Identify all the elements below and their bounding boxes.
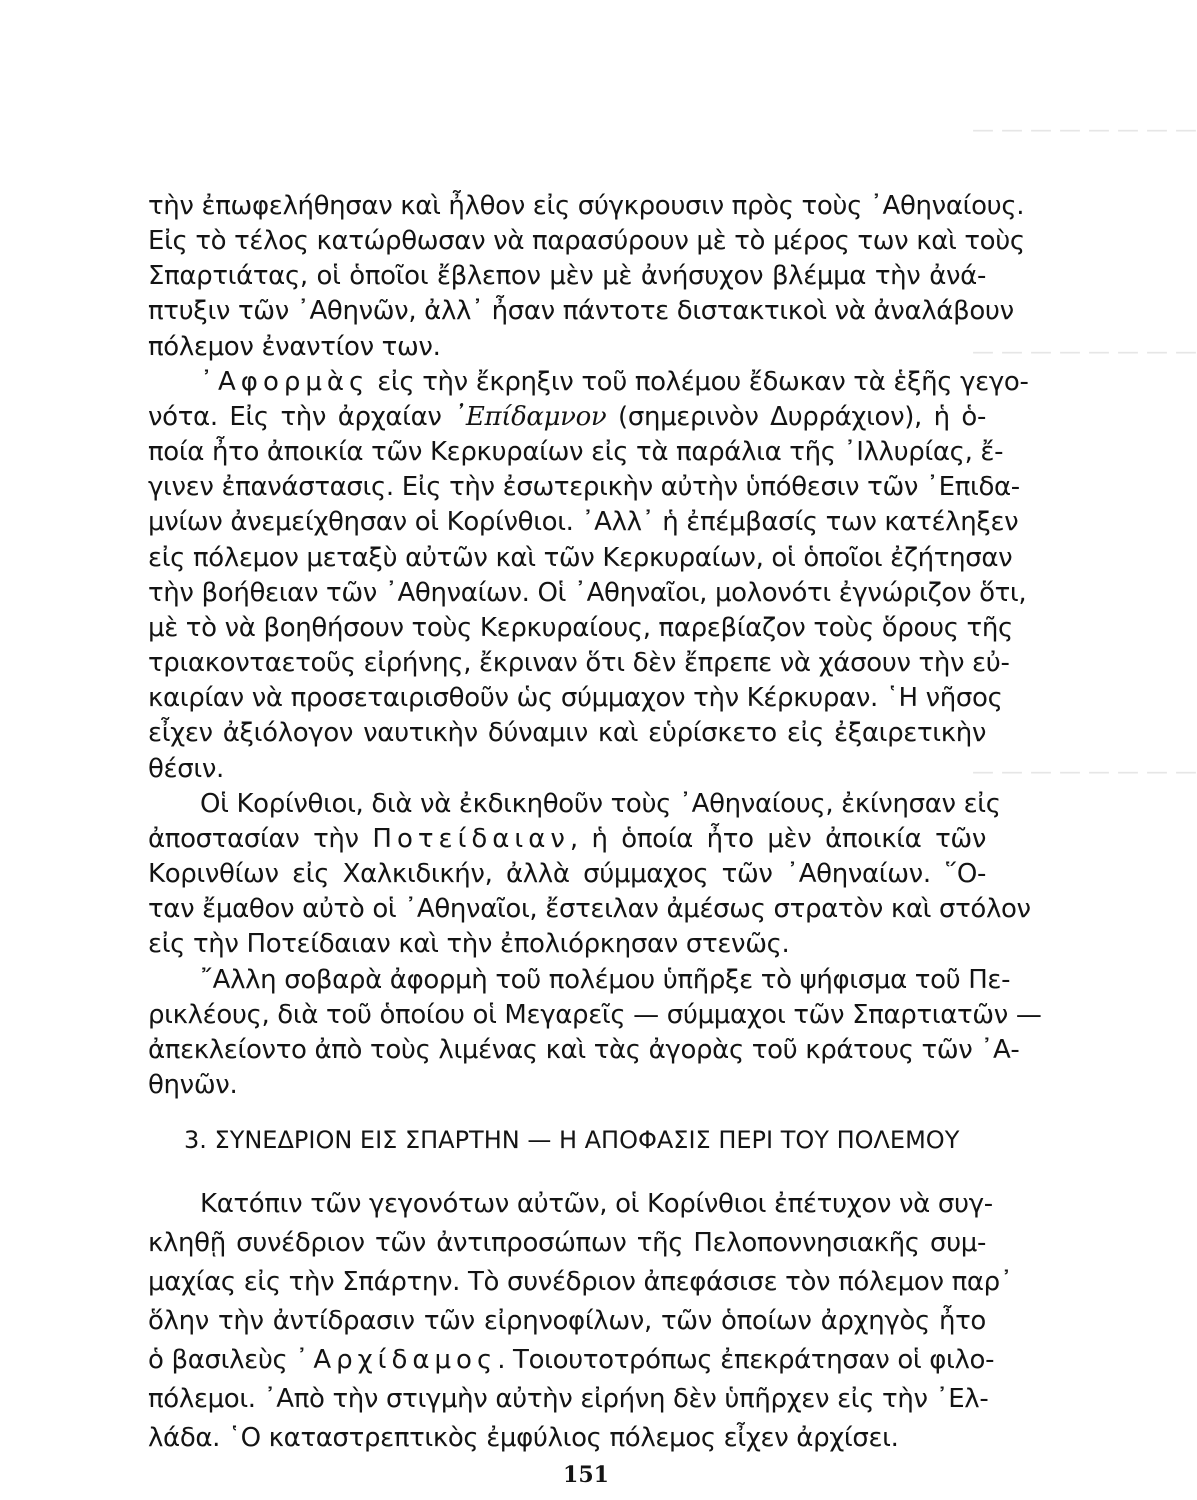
text-line: μνίων ἀνεμείχθησαν οἱ Κορίνθιοι. ᾿Αλλ᾿ ἡ ἐπέμβασίς των κατέληξεν xyxy=(148,507,1019,537)
text-span: (σημερινὸν Δυρράχιον), ἡ ὁ- xyxy=(606,402,986,432)
text-line: Οἱ Κορίνθιοι, διὰ νὰ ἐκδικηθοῦν τοὺς ᾿Αθηναίους, ἐκίνησαν εἰς xyxy=(200,789,1001,819)
text-span: ὁ βασιλεὺς xyxy=(148,1345,296,1375)
text-line: πτυξιν τῶν ᾿Αθηνῶν, ἀλλ᾿ ἦσαν πάντοτε διστακτικοὶ νὰ ἀναλάβουν xyxy=(148,296,1014,326)
text-line: μαχίας εἰς τὴν Σπάρτην. Τὸ συνέδριον ἀπεφάσισε τὸν πόλεμον παρ᾿ xyxy=(148,1267,1013,1297)
text-span: , ἡ ὁποία ἦτο μὲν ἀποικία τῶν xyxy=(569,824,987,854)
spaced-term-archidamos: ᾿Αρχίδαμος xyxy=(295,1345,498,1375)
text-line: θηνῶν. xyxy=(148,1070,238,1100)
text-line: ρικλέους, διὰ τοῦ ὁποίου οἱ Μεγαρεῖς — σύμμαχοι τῶν Σπαρτιατῶν — xyxy=(148,1000,1042,1030)
text-line: τριακονταετοῦς εἰρήνης, ἔκριναν ὅτι δὲν ἔπρεπε νὰ χάσουν τὴν εὐ- xyxy=(148,648,1010,678)
text-line: Εἰς τὸ τέλος κατώρθωσαν νὰ παρασύρουν μὲ τὸ μέρος των καὶ τοὺς xyxy=(148,226,1025,256)
show-through-marks: — — — — — — — — xyxy=(972,118,1197,143)
text-span: . Τοιουτοτρόπως ἐπεκράτησαν οἱ φιλο- xyxy=(497,1345,995,1375)
text-line: κληθῇ συνέδριον τῶν ἀντιπροσώπων τῆς Πελοποννησιακῆς συμ- xyxy=(148,1228,986,1258)
text-line: ταν ἔμαθον αὐτὸ οἱ ᾿Αθηναῖοι, ἔστειλαν ἀμέσως στρατὸν καὶ στόλον xyxy=(148,894,1031,924)
text-line: εἰς τὴν Ποτείδαιαν καὶ τὴν ἐπολιόρκησαν στενῶς. xyxy=(148,929,790,959)
text-line: καιρίαν νὰ προσεταιρισθοῦν ὡς σύμμαχον τὴν Κέρκυραν. ῾Η νῆσος xyxy=(148,683,1003,713)
text-span: νότα. Εἰς τὴν ἀρχαίαν xyxy=(148,402,454,432)
text-line: εἰς πόλεμον μεταξὺ αὐτῶν καὶ τῶν Κερκυραίων, οἱ ὁποῖοι ἐζήτησαν xyxy=(148,543,1013,573)
text-line: Κατόπιν τῶν γεγονότων αὐτῶν, οἱ Κορίνθιοι ἐπέτυχον νὰ συγ- xyxy=(200,1189,993,1219)
text-line: εἶχεν ἀξιόλογον ναυτικὴν δύναμιν καὶ εὑρίσκετο εἰς ἐξαιρετικὴν xyxy=(148,718,986,748)
text-line xyxy=(148,1343,995,1377)
show-through-marks: — — — — — — — — xyxy=(972,760,1197,785)
spaced-term-poteidaian: Ποτείδαιαν xyxy=(372,824,570,854)
text-line xyxy=(148,400,986,434)
text-line: Σπαρτιάτας, οἱ ὁποῖοι ἔβλεπον μὲν μὲ ἀνήσυχον βλέμμα τὴν ἀνά- xyxy=(148,261,986,291)
text-line: γινεν ἐπανάστασις. Εἰς τὴν ἐσωτερικὴν αὐτὴν ὑπόθεσιν τῶν ᾿Επιδα- xyxy=(148,472,1020,502)
text-line: λάδα. ῾Ο καταστρεπτικὸς ἐμφύλιος πόλεμος εἶχεν ἀρχίσει. xyxy=(148,1423,899,1453)
page-number: 151 xyxy=(563,1462,609,1488)
text-line: μὲ τὸ νὰ βοηθήσουν τοὺς Κερκυραίους, παρεβίαζον τοὺς ὅρους τῆς xyxy=(148,613,1013,643)
text-span: εἰς τὴν ἔκρηξιν τοῦ πολέμου ἔδωκαν τὰ ἑξῆς γεγο- xyxy=(369,367,1029,397)
text-line: Κορινθίων εἰς Χαλκιδικήν, ἀλλὰ σύμμαχος τῶν ᾿Αθηναίων. ῞Ο- xyxy=(148,859,986,889)
section-heading: 3. ΣΥΝΕΔΡΙΟΝ ΕΙΣ ΣΠΑΡΤΗΝ — Η ΑΠΟΦΑΣΙΣ ΠΕΡΙ ΤΟΥ ΠΟΛΕΜΟΥ xyxy=(184,1126,960,1154)
text-line: ὅλην τὴν ἀντίδρασιν τῶν εἰρηνοφίλων, τῶν ὁποίων ἀρχηγὸς ἦτο xyxy=(148,1306,986,1336)
text-line: τὴν ἐπωφελήθησαν καὶ ἦλθον εἰς σύγκρουσιν πρὸς τοὺς ᾿Αθηναίους. xyxy=(148,191,1025,221)
text-line xyxy=(200,365,1029,399)
text-line: ἀπεκλείοντο ἀπὸ τοὺς λιμένας καὶ τὰς ἀγορὰς τοῦ κράτους τῶν ᾿Α- xyxy=(148,1035,1020,1065)
show-through-marks: — — — — — — — — xyxy=(972,340,1197,365)
text-line: τὴν βοήθειαν τῶν ᾿Αθηναίων. Οἱ ᾿Αθηναῖοι, μολονότι ἐγνώριζον ὅτι, xyxy=(148,578,1027,608)
text-line xyxy=(148,822,986,856)
text-line: πόλεμοι. ᾿Απὸ τὴν στιγμὴν αὐτὴν εἰρήνη δὲν ὑπῆρχεν εἰς τὴν ᾿Ελ- xyxy=(148,1384,989,1414)
spaced-term-aformas: ᾿Αφορμὰς xyxy=(200,367,370,397)
text-line: ποία ἦτο ἀποικία τῶν Κερκυραίων εἰς τὰ παράλια τῆς ᾿Ιλλυρίας, ἔ- xyxy=(148,437,1004,467)
text-line: πόλεμον ἐναντίον των. xyxy=(148,332,441,362)
italic-term-epidamnos: ᾿Επίδαμνον xyxy=(453,402,607,432)
text-line: θέσιν. xyxy=(148,754,224,784)
text-line: ῎Αλλη σοβαρὰ ἀφορμὴ τοῦ πολέμου ὑπῆρξε τὸ ψήφισμα τοῦ Πε- xyxy=(200,965,1011,995)
text-span: ἀποστασίαν τὴν xyxy=(148,824,373,854)
